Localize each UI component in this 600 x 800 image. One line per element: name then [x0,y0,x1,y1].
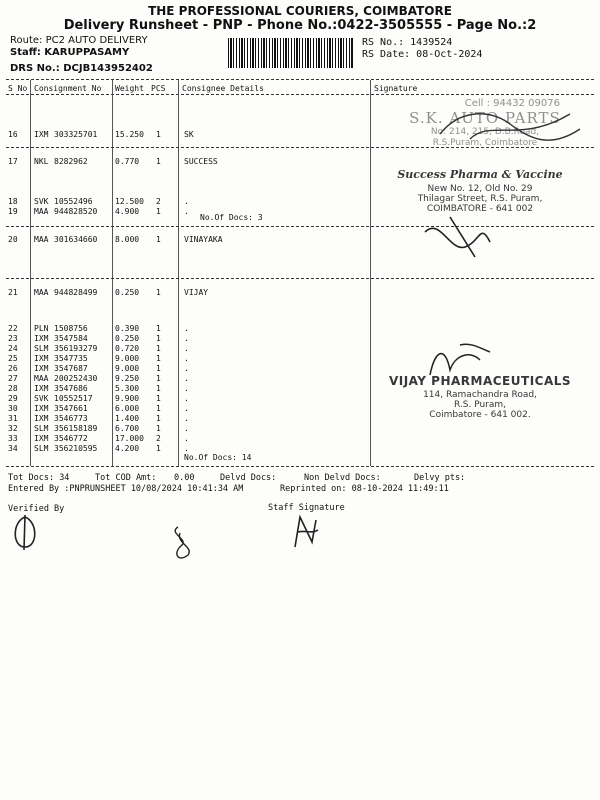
success-pharma-stamp [380,168,580,214]
row-prefix: MAA [34,235,49,244]
row-pcs: 1 [156,404,161,413]
col-weight: Weight [115,84,144,93]
row-prefix: SLM [34,444,49,453]
row-consignment-no: 356193279 [54,344,98,353]
row-consignee: . [184,197,189,206]
row-prefix: IXM [34,364,49,373]
col-divider [30,80,31,466]
row-consignee: . [184,424,189,433]
row-consignment-no: 200252430 [54,374,98,383]
docs-count-note: No.Of Docs: 3 [200,213,263,222]
row-prefix: PLN [34,324,49,333]
row-pcs: 1 [156,384,161,393]
row-sno: 17 [8,157,18,166]
row-sno: 26 [8,364,18,373]
row-consignment-no: 3547686 [54,384,88,393]
row-weight: 0.720 [115,344,140,353]
col-consignment: Consignment No [34,84,102,93]
total-docs [8,473,69,483]
row-consignee: . [184,444,189,453]
row-prefix: IXM [34,434,49,443]
row-sno: 27 [8,374,18,383]
row-prefix: IXM [34,404,49,413]
row-weight: 17.000 [115,434,144,443]
row-weight: 8.000 [115,235,140,244]
row-consignment-no: 944828499 [54,288,98,297]
staff-label: Staff: KARUPPASAMY [10,47,130,58]
reprinted-on: Reprinted on: 08-10-2024 11:49:11 [280,484,449,494]
row-sno: 30 [8,404,18,413]
row-prefix: IXM [34,130,49,139]
rs-date: RS Date: 08-Oct-2024 [362,49,483,60]
row-weight: 9.250 [115,374,140,383]
header-rule [6,94,594,95]
row-consignee: VINAYAKA [184,235,223,244]
row-consignee: . [184,364,189,373]
col-signature: Signature [374,84,418,93]
row-consignee: . [184,414,189,423]
col-divider [112,80,113,466]
row-sno: 18 [8,197,18,206]
row-consignee: . [184,324,189,333]
runsheet-subtitle: Delivery Runsheet - PNP - Phone No.:0422-3505555 - Page No.:2 [63,18,537,33]
row-consignee: VIJAY [184,288,209,297]
row-prefix: NKL [34,157,49,166]
delivery-points: Delvy pts: [414,473,466,483]
row-sno: 20 [8,235,18,244]
row-sno: 21 [8,288,18,297]
row-pcs: 1 [156,207,161,216]
staff-signature [290,512,320,552]
row-consignment-no: 356210595 [54,444,98,453]
handwritten-mark [168,525,198,565]
row-consignee: . [184,207,189,216]
rs-number: RS No.: 1439524 [362,37,453,48]
total-docs-label: Tot Docs: [8,473,55,483]
row-consignee: SK [184,130,194,139]
row-sno: 28 [8,384,18,393]
row-consignment-no: 3547735 [54,354,88,363]
stamp-line: Thilagar Street, R.S. Puram, [417,194,543,204]
row-consignment-no: 10552496 [54,197,93,206]
row-prefix: IXM [34,334,49,343]
entered-by: Entered By :PNPRUNSHEET 10/08/2024 10:41:34 AM [8,484,244,494]
row-consignment-no: 1508756 [54,324,88,333]
row-consignment-no: 944828520 [54,207,98,216]
row-pcs: 1 [156,288,161,297]
vijay-pharma-stamp [380,374,580,420]
verified-by-label: Verified By [8,504,65,514]
row-weight: 4.900 [115,207,140,216]
row-prefix: SLM [34,344,49,353]
group-separator [6,226,594,227]
row-prefix: MAA [34,374,49,383]
row-sno: 16 [8,130,18,139]
row-consignment-no: 303325701 [54,130,98,139]
row-sno: 31 [8,414,18,423]
row-prefix: IXM [34,414,49,423]
row-weight: 0.770 [115,157,140,166]
row-prefix: MAA [34,288,49,297]
row-pcs: 1 [156,394,161,403]
row-weight: 15.250 [115,130,144,139]
table-top-rule [6,79,594,80]
staff-signature-label: Staff Signature [268,503,345,513]
route-label: Route: PC2 AUTO DELIVERY [10,35,148,46]
row-pcs: 2 [156,434,161,443]
row-pcs: 1 [156,235,161,244]
row-sno: 19 [8,207,18,216]
total-docs-value: 34 [59,473,70,483]
stamp-line: S.K. AUTO PARTS [409,109,561,127]
row-sno: 24 [8,344,18,353]
row-consignment-no: 8282962 [54,157,88,166]
row-sno: 34 [8,444,18,453]
row-weight: 4.200 [115,444,140,453]
row-consignee: SUCCESS [184,157,218,166]
row-consignee: . [184,434,189,443]
row-pcs: 1 [156,354,161,363]
row-consignee: . [184,384,189,393]
row-prefix: MAA [34,207,49,216]
verified-signature [10,512,40,552]
barcode [228,38,354,68]
stamp-line: R.S.Puram, Coimbatore [432,138,538,148]
handwritten-signature-sk [430,104,590,154]
row-consignee: . [184,344,189,353]
row-weight: 12.500 [115,197,144,206]
row-prefix: SLM [34,424,49,433]
row-weight: 9.000 [115,354,140,363]
row-consignment-no: 3547584 [54,334,88,343]
row-sno: 29 [8,394,18,403]
col-consignee: Consignee Details [182,84,264,93]
group-separator [6,278,594,279]
col-pcs: PCS [151,84,166,93]
row-consignment-no: 3547687 [54,364,88,373]
row-prefix: IXM [34,354,49,363]
row-sno: 25 [8,354,18,363]
row-weight: 1.400 [115,414,140,423]
row-pcs: 1 [156,424,161,433]
row-pcs: 1 [156,374,161,383]
col-divider [370,80,371,466]
row-consignment-no: 3546773 [54,414,88,423]
row-consignee: . [184,394,189,403]
row-sno: 23 [8,334,18,343]
row-consignment-no: 3547661 [54,404,88,413]
stamp-line: COIMBATORE - 641 002 [426,204,534,214]
stamp-line: New No. 12, Old No. 29 [427,184,533,194]
non-delivered-docs: Non Delvd Docs: [304,473,381,483]
table-bottom-rule [6,466,594,467]
total-cod-value: 0.00 [174,473,195,483]
handwritten-signature-vinayaka [420,212,500,262]
row-pcs: 1 [156,324,161,333]
row-weight: 0.390 [115,324,140,333]
row-prefix: SVK [34,197,49,206]
row-pcs: 1 [156,130,161,139]
company-title: THE PROFESSIONAL COURIERS, COIMBATORE [148,4,452,18]
row-weight: 5.300 [115,384,140,393]
stamp-line: R.S. Puram, [453,400,507,410]
row-consignment-no: 356158189 [54,424,98,433]
row-pcs: 2 [156,197,161,206]
row-pcs: 1 [156,414,161,423]
row-consignment-no: 10552517 [54,394,93,403]
row-weight: 0.250 [115,288,140,297]
row-prefix: IXM [34,384,49,393]
row-weight: 9.900 [115,394,140,403]
row-consignee: . [184,354,189,363]
stamp-line: No: 214, 215, D.B.Road, [430,127,540,137]
row-sno: 22 [8,324,18,333]
row-consignee: . [184,404,189,413]
row-weight: 6.700 [115,424,140,433]
stamp-line: Coimbatore - 641 002. [429,410,531,420]
row-pcs: 1 [156,344,161,353]
row-pcs: 1 [156,334,161,343]
row-prefix: SVK [34,394,49,403]
row-consignee: . [184,374,189,383]
row-weight: 0.250 [115,334,140,343]
row-consignment-no: 3546772 [54,434,88,443]
stamp-line: 114, Ramachandra Road, [423,390,537,400]
docs-count-note: No.Of Docs: 14 [184,453,252,462]
stamp-line: Success Pharma & Vaccine [397,168,563,181]
total-cod-label: Tot COD Amt: [95,473,157,483]
row-pcs: 1 [156,444,161,453]
row-pcs: 1 [156,157,161,166]
col-divider [178,80,179,466]
drs-number: DRS No.: DCJB143952402 [10,63,153,74]
row-consignee: . [184,334,189,343]
delivered-docs: Delvd Docs: [220,473,277,483]
row-pcs: 1 [156,364,161,373]
row-weight: 9.000 [115,364,140,373]
row-sno: 32 [8,424,18,433]
stamp-line: VIJAY PHARMACEUTICALS [388,374,572,388]
row-sno: 33 [8,434,18,443]
row-weight: 6.000 [115,404,140,413]
stamp-line: Cell : 94432 09076 [464,98,560,109]
row-consignment-no: 301634660 [54,235,98,244]
col-sno: S No [8,84,28,93]
